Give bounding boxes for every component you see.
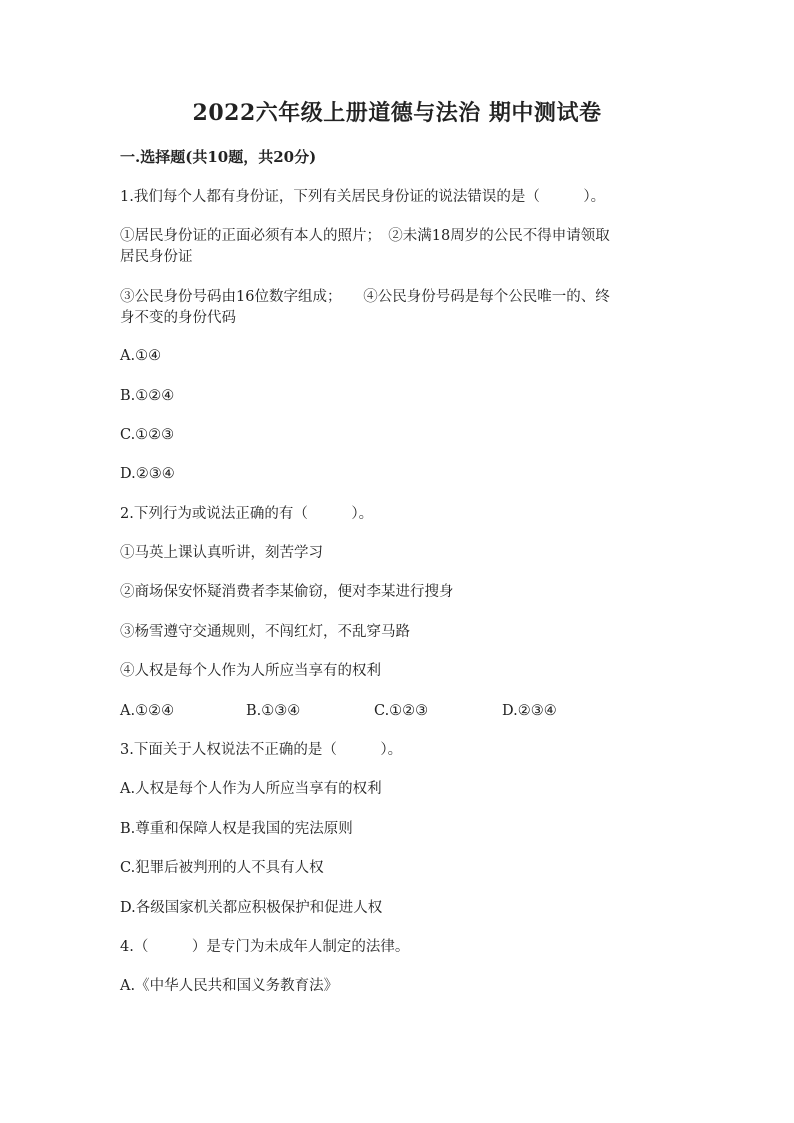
question-1-statement-line: ①居民身份证的正面必须有本人的照片； ②未满18周岁的公民不得申请领取 [120, 228, 610, 244]
question-1-option-a: A.①④ [120, 348, 162, 364]
question-2-statement-2: ②商场保安怀疑消费者李某偷窃，便对李某进行搜身 [120, 584, 454, 600]
section-heading: 一.选择题(共10题，共20分) [120, 148, 317, 166]
question-1-stem: 1.我们每个人都有身份证，下列有关居民身份证的说法错误的是（ ）。 [120, 189, 606, 205]
question-3-option-c: C.犯罪后被判刑的人不具有人权 [120, 860, 324, 876]
question-2-option-c: C.①②③ [374, 703, 429, 719]
question-2-option-d: D.②③④ [502, 703, 557, 719]
question-1-option-b: B.①②④ [120, 388, 175, 404]
question-2-statement-1: ①马英上课认真听讲，刻苦学习 [120, 545, 323, 561]
question-2-stem: 2.下列行为或说法正确的有（ ）。 [120, 506, 374, 522]
question-2-option-b: B.①③④ [246, 703, 301, 719]
question-3-option-d: D.各级国家机关都应积极保护和促进人权 [120, 900, 383, 916]
question-4-stem: 4.（ ）是专门为未成年人制定的法律。 [120, 939, 410, 955]
question-1-statement-line: ③公民身份号码由16位数字组成； ④公民身份号码是每个公民唯一的、终 [120, 289, 610, 305]
question-2-option-a: A.①②④ [120, 703, 175, 719]
question-1-statement-line: 居民身份证 [120, 249, 193, 265]
question-1-option-d: D.②③④ [120, 466, 175, 482]
question-2-statement-3: ③杨雪遵守交通规则，不闯红灯，不乱穿马路 [120, 624, 410, 640]
question-3-option-a: A.人权是每个人作为人所应当享有的权利 [120, 781, 382, 797]
question-3-option-b: B.尊重和保障人权是我国的宪法原则 [120, 821, 353, 837]
question-1-statement-line: 身不变的身份代码 [120, 310, 236, 326]
question-3-stem: 3.下面关于人权说法不正确的是（ ）。 [120, 742, 403, 758]
page-title: 2022六年级上册道德与法治 期中测试卷 [192, 100, 602, 126]
question-1-option-c: C.①②③ [120, 427, 175, 443]
question-4-option-a: A.《中华人民共和国义务教育法》 [120, 978, 339, 994]
question-2-statement-4: ④人权是每个人作为人所应当享有的权利 [120, 663, 381, 679]
